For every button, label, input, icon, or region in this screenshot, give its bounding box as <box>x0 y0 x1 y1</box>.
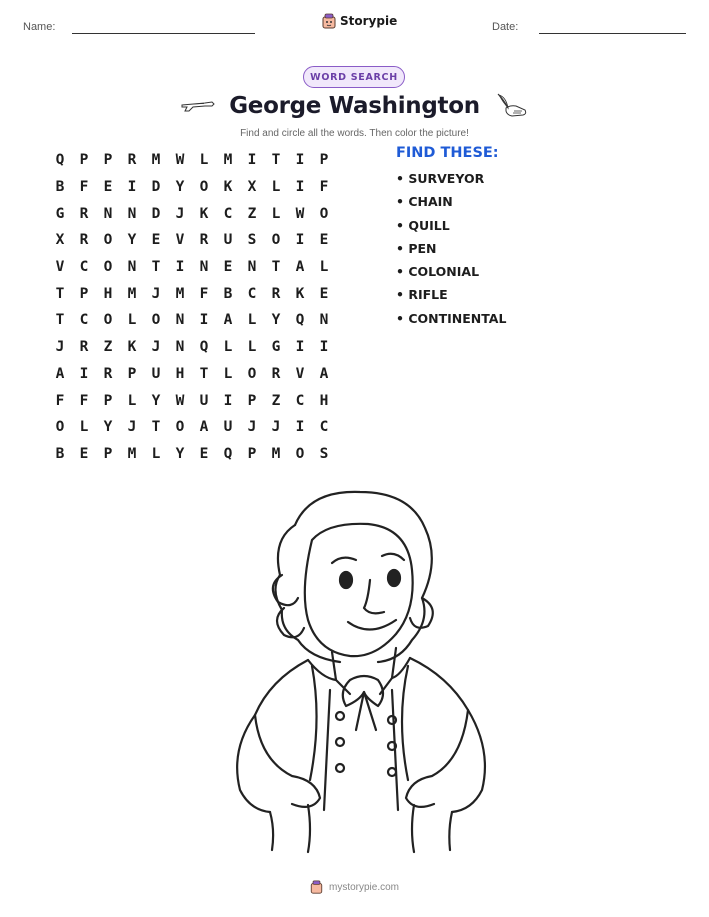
grid-cell[interactable]: A <box>223 312 233 329</box>
grid-cell[interactable]: K <box>199 205 209 222</box>
word-list-item: • QUILL <box>396 217 450 233</box>
grid-cell[interactable]: W <box>295 205 305 222</box>
storypie-footer-logo-icon <box>310 880 323 894</box>
grid-cell[interactable]: L <box>127 392 137 409</box>
word-list-item: • PEN <box>396 240 437 256</box>
grid-cell[interactable]: N <box>319 312 329 329</box>
grid-cell[interactable]: P <box>79 285 89 302</box>
grid-cell[interactable]: E <box>103 179 113 196</box>
grid-cell[interactable]: N <box>127 205 137 222</box>
grid-cell[interactable]: O <box>151 312 161 329</box>
grid-cell[interactable]: K <box>295 285 305 302</box>
grid-cell[interactable]: H <box>103 285 113 302</box>
grid-cell[interactable]: C <box>223 205 233 222</box>
grid-cell[interactable]: P <box>103 392 113 409</box>
grid-cell[interactable]: K <box>127 339 137 356</box>
grid-cell[interactable]: C <box>295 392 305 409</box>
grid-cell[interactable]: R <box>79 205 89 222</box>
grid-cell[interactable]: Z <box>271 392 281 409</box>
storypie-logo-icon <box>322 13 336 29</box>
grid-cell[interactable]: F <box>79 392 89 409</box>
grid-cell[interactable]: R <box>79 232 89 249</box>
grid-cell[interactable]: I <box>223 392 233 409</box>
grid-cell[interactable]: I <box>247 152 257 169</box>
grid-cell[interactable]: J <box>271 419 281 436</box>
grid-cell[interactable]: P <box>103 445 113 462</box>
grid-cell[interactable]: T <box>271 152 281 169</box>
grid-cell[interactable]: V <box>295 365 305 382</box>
page-title: George Washington <box>229 93 480 119</box>
grid-cell[interactable]: H <box>319 392 329 409</box>
grid-cell[interactable]: T <box>199 365 209 382</box>
grid-cell[interactable]: L <box>247 312 257 329</box>
grid-cell[interactable]: R <box>127 152 137 169</box>
grid-cell[interactable]: I <box>295 179 305 196</box>
grid-cell[interactable]: L <box>223 365 233 382</box>
grid-cell[interactable]: Z <box>103 339 113 356</box>
grid-cell[interactable]: P <box>247 445 257 462</box>
grid-cell[interactable]: L <box>151 445 161 462</box>
grid-cell[interactable]: N <box>103 205 113 222</box>
grid-cell[interactable]: L <box>199 152 209 169</box>
grid-cell[interactable]: N <box>175 339 185 356</box>
quill-hand-icon <box>494 92 528 120</box>
word-search-grid <box>48 147 336 467</box>
grid-cell[interactable]: V <box>55 259 65 276</box>
grid-cell[interactable]: A <box>319 365 329 382</box>
grid-cell[interactable]: N <box>127 259 137 276</box>
grid-cell[interactable]: F <box>55 392 65 409</box>
date-label: Date: <box>492 21 519 33</box>
grid-cell[interactable]: J <box>151 285 161 302</box>
footer-site: mystorypie.com <box>328 881 399 893</box>
grid-cell[interactable]: M <box>175 285 185 302</box>
grid-cell[interactable]: M <box>127 285 137 302</box>
grid-cell[interactable]: L <box>223 339 233 356</box>
grid-cell[interactable]: R <box>79 339 89 356</box>
grid-cell[interactable]: C <box>79 259 89 276</box>
grid-cell[interactable]: B <box>55 179 65 196</box>
grid-cell[interactable]: E <box>319 285 329 302</box>
grid-cell[interactable]: P <box>79 152 89 169</box>
grid-cell[interactable]: O <box>247 365 257 382</box>
name-label: Name: <box>23 21 56 33</box>
word-list-item: • SURVEYOR <box>396 171 485 186</box>
grid-cell[interactable]: Q <box>55 152 65 169</box>
grid-cell[interactable]: O <box>319 205 329 222</box>
grid-cell[interactable]: L <box>271 205 281 222</box>
grid-cell[interactable]: N <box>199 259 209 276</box>
grid-cell[interactable]: F <box>199 285 209 302</box>
word-list-item: • RIFLE <box>396 287 448 303</box>
grid-cell[interactable]: G <box>55 205 65 222</box>
grid-cell[interactable]: L <box>319 259 329 276</box>
grid-cell[interactable]: N <box>175 312 185 329</box>
grid-cell[interactable]: J <box>175 205 185 222</box>
grid-cell[interactable]: Q <box>295 312 305 329</box>
grid-cell[interactable]: E <box>223 259 233 276</box>
grid-cell[interactable]: Z <box>247 205 257 222</box>
brand-name: Storypie <box>340 14 398 28</box>
grid-cell[interactable]: Q <box>223 445 233 462</box>
brand <box>322 13 397 29</box>
musket-icon <box>181 99 215 113</box>
grid-cell[interactable]: U <box>223 232 233 249</box>
grid-cell[interactable]: O <box>271 232 281 249</box>
word-search-badge: WORD SEARCH <box>303 66 405 88</box>
grid-cell[interactable]: Y <box>175 445 185 462</box>
grid-cell[interactable]: X <box>247 179 257 196</box>
grid-cell[interactable]: X <box>55 232 65 249</box>
grid-cell[interactable]: E <box>79 445 89 462</box>
grid-cell[interactable]: E <box>319 232 329 249</box>
grid-cell[interactable]: G <box>271 339 281 356</box>
grid-cell[interactable]: I <box>295 152 305 169</box>
grid-cell[interactable]: A <box>199 419 209 436</box>
grid-cell[interactable]: Y <box>127 232 137 249</box>
grid-cell[interactable]: O <box>175 419 185 436</box>
grid-cell[interactable]: B <box>223 285 233 302</box>
grid-cell[interactable]: J <box>127 419 137 436</box>
grid-cell[interactable]: C <box>319 419 329 436</box>
grid-cell[interactable]: W <box>175 152 185 169</box>
grid-cell[interactable]: C <box>79 312 89 329</box>
word-list-item: • COLONIAL <box>396 264 480 280</box>
footer <box>0 880 709 894</box>
grid-cell[interactable]: M <box>271 445 281 462</box>
grid-cell[interactable]: A <box>55 365 65 382</box>
grid-cell[interactable]: O <box>199 179 209 196</box>
grid-cell[interactable]: R <box>199 232 209 249</box>
grid-cell[interactable]: P <box>319 152 329 169</box>
grid-cell[interactable]: O <box>103 259 113 276</box>
grid-cell[interactable]: C <box>247 285 257 302</box>
grid-cell[interactable]: T <box>55 285 65 302</box>
grid-cell[interactable]: L <box>127 312 137 329</box>
grid-cell[interactable]: L <box>79 419 89 436</box>
grid-cell[interactable]: E <box>151 232 161 249</box>
grid-cell[interactable]: P <box>103 152 113 169</box>
grid-cell[interactable]: S <box>247 232 257 249</box>
word-list-item: • CONTINENTAL <box>396 310 507 326</box>
grid-cell[interactable]: T <box>55 312 65 329</box>
grid-cell[interactable]: P <box>127 365 137 382</box>
grid-cell[interactable]: D <box>151 205 161 222</box>
grid-cell[interactable]: R <box>271 365 281 382</box>
grid-cell[interactable]: O <box>103 232 113 249</box>
grid-cell[interactable]: I <box>175 259 185 276</box>
word-list-item: • CHAIN <box>396 194 453 210</box>
grid-cell[interactable]: U <box>151 365 161 382</box>
grid-cell[interactable]: P <box>247 392 257 409</box>
grid-cell[interactable]: E <box>199 445 209 462</box>
grid-cell[interactable]: K <box>223 179 233 196</box>
grid-cell[interactable]: Q <box>199 339 209 356</box>
grid-cell[interactable]: S <box>319 445 329 462</box>
grid-cell[interactable]: Y <box>103 419 113 436</box>
grid-cell[interactable]: A <box>295 259 305 276</box>
grid-cell[interactable]: T <box>151 419 161 436</box>
grid-cell[interactable]: J <box>247 419 257 436</box>
grid-cell[interactable]: I <box>295 339 305 356</box>
title-row <box>0 92 709 120</box>
grid-cell[interactable]: U <box>223 419 233 436</box>
grid-cell[interactable]: M <box>151 152 161 169</box>
grid-cell[interactable]: V <box>175 232 185 249</box>
grid-cell[interactable]: M <box>223 152 233 169</box>
word-list-title: FIND THESE: <box>396 145 499 161</box>
grid-cell[interactable]: O <box>295 445 305 462</box>
instructions: Find and circle all the words. Then color the picture! <box>240 128 469 139</box>
grid-cell[interactable]: T <box>271 259 281 276</box>
word-list <box>396 171 506 334</box>
grid-cell[interactable]: F <box>319 179 329 196</box>
grid-cell[interactable]: Y <box>271 312 281 329</box>
grid-cell[interactable]: O <box>103 312 113 329</box>
grid-cell[interactable]: I <box>319 339 329 356</box>
grid-cell[interactable]: I <box>199 312 209 329</box>
grid-cell[interactable]: U <box>199 392 209 409</box>
grid-cell[interactable]: J <box>151 339 161 356</box>
grid-cell[interactable]: I <box>79 365 89 382</box>
grid-cell[interactable]: J <box>55 339 65 356</box>
grid-cell[interactable]: Y <box>151 392 161 409</box>
grid-cell[interactable]: L <box>247 339 257 356</box>
grid-cell[interactable]: O <box>55 419 65 436</box>
grid-cell[interactable]: I <box>127 179 137 196</box>
grid-cell[interactable]: B <box>55 445 65 462</box>
grid-cell[interactable]: F <box>79 179 89 196</box>
date-field-line[interactable] <box>539 33 686 34</box>
grid-cell[interactable]: M <box>127 445 137 462</box>
grid-cell[interactable]: H <box>175 365 185 382</box>
grid-cell[interactable]: N <box>247 259 257 276</box>
grid-cell[interactable]: Y <box>175 179 185 196</box>
grid-cell[interactable]: R <box>271 285 281 302</box>
grid-cell[interactable]: L <box>271 179 281 196</box>
grid-cell[interactable]: I <box>295 232 305 249</box>
grid-cell[interactable]: D <box>151 179 161 196</box>
grid-cell[interactable]: R <box>103 365 113 382</box>
name-field-line[interactable] <box>72 33 255 34</box>
grid-cell[interactable]: T <box>151 259 161 276</box>
grid-cell[interactable]: I <box>295 419 305 436</box>
grid-cell[interactable]: W <box>175 392 185 409</box>
george-washington-illustration <box>200 480 510 855</box>
